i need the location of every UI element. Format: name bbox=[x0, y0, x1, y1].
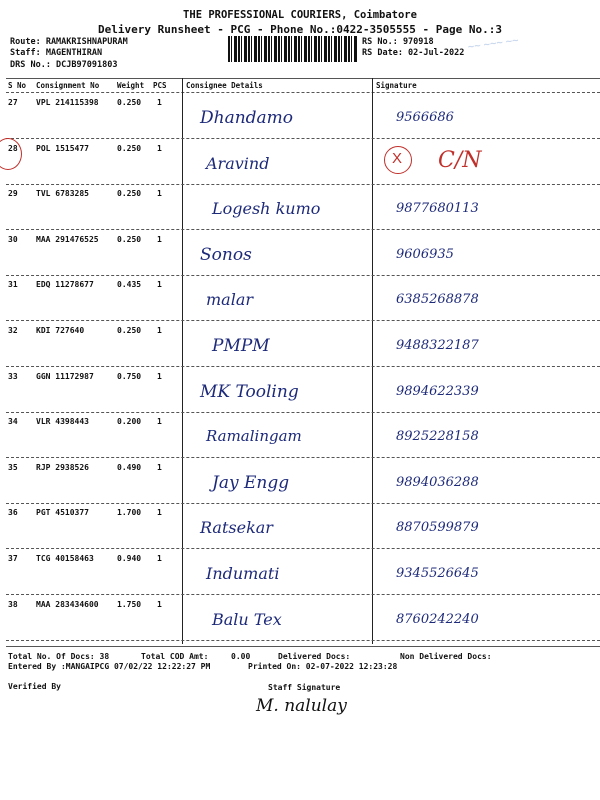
table-row bbox=[0, 185, 600, 229]
row-pcs: 1 bbox=[157, 98, 162, 107]
consignee-handwriting: PMPM bbox=[212, 336, 270, 356]
table-row bbox=[0, 459, 600, 503]
row-divider bbox=[6, 457, 600, 458]
consignee-handwriting: MK Tooling bbox=[200, 382, 299, 402]
table-row bbox=[0, 413, 600, 457]
consignee-handwriting: Jay Engg bbox=[212, 473, 290, 493]
col-consignment: Consignment No bbox=[36, 81, 100, 90]
table-row bbox=[0, 140, 600, 184]
row-weight: 0.250 bbox=[117, 235, 142, 244]
header-divider bbox=[6, 92, 600, 93]
row-pcs: 1 bbox=[157, 280, 162, 289]
signature-handwriting: 9894622339 bbox=[396, 384, 479, 399]
runsheet-subtitle: Delivery Runsheet - PCG - Phone No.:0422-3505555 - Page No.:3 bbox=[98, 23, 502, 36]
signature-handwriting: 9566686 bbox=[396, 110, 454, 125]
consignee-handwriting: Aravind bbox=[206, 154, 270, 173]
total-docs: Total No. Of Docs: 38 bbox=[8, 652, 110, 661]
staff-signature: M. nalulay bbox=[256, 696, 347, 716]
row-pcs: 1 bbox=[157, 508, 162, 517]
row-divider bbox=[6, 640, 600, 641]
row-sno: 38 bbox=[8, 600, 18, 609]
row-weight: 0.200 bbox=[117, 417, 142, 426]
table-row bbox=[0, 322, 600, 366]
row-consignment-no: VLR 4398443 bbox=[36, 417, 89, 426]
row-consignment-no: MAA 283434600 bbox=[36, 600, 99, 609]
row-divider bbox=[6, 548, 600, 549]
barcode bbox=[228, 36, 358, 62]
row-consignment-no: VPL 214115398 bbox=[36, 98, 99, 107]
col-consignee: Consignee Details bbox=[186, 81, 263, 90]
signature-handwriting: 9606935 bbox=[396, 247, 454, 262]
row-weight: 0.940 bbox=[117, 554, 142, 563]
row-pcs: 1 bbox=[157, 600, 162, 609]
row-sno: 29 bbox=[8, 189, 18, 198]
row-sno: 27 bbox=[8, 98, 18, 107]
row-sno: 32 bbox=[8, 326, 18, 335]
signature-handwriting: C/N bbox=[438, 148, 482, 173]
signature-handwriting: 8870599879 bbox=[396, 520, 479, 535]
signature-handwriting: 9894036288 bbox=[396, 475, 479, 490]
table-row bbox=[0, 231, 600, 275]
row-consignment-no: MAA 291476525 bbox=[36, 235, 99, 244]
consignee-handwriting: Ramalingam bbox=[206, 427, 302, 445]
row-pcs: 1 bbox=[157, 554, 162, 563]
row-weight: 0.490 bbox=[117, 463, 142, 472]
consignee-handwriting: Dhandamo bbox=[200, 108, 294, 128]
faded-stamp: ~~ ~~~ ~~ bbox=[467, 34, 520, 54]
table-row bbox=[0, 94, 600, 138]
total-cod-value: 0.00 bbox=[231, 652, 251, 661]
signature-handwriting: 9488322187 bbox=[396, 338, 479, 353]
company-title: THE PROFESSIONAL COURIERS, Coimbatore bbox=[183, 9, 417, 21]
row-pcs: 1 bbox=[157, 417, 162, 426]
row-pcs: 1 bbox=[157, 463, 162, 472]
row-divider bbox=[6, 320, 600, 321]
table-row bbox=[0, 550, 600, 594]
row-consignment-no: GGN 11172987 bbox=[36, 372, 94, 381]
row-sno: 37 bbox=[8, 554, 18, 563]
consignee-handwriting: Sonos bbox=[200, 245, 252, 265]
row-pcs: 1 bbox=[157, 372, 162, 381]
row-consignment-no: TVL 6783285 bbox=[36, 189, 89, 198]
row-weight: 0.250 bbox=[117, 326, 142, 335]
row-consignment-no: TCG 40158463 bbox=[36, 554, 94, 563]
row-weight: 1.750 bbox=[117, 600, 142, 609]
row-divider bbox=[6, 594, 600, 595]
row-divider bbox=[6, 229, 600, 230]
row-sno: 36 bbox=[8, 508, 18, 517]
rs-number: RS No.: 970918 bbox=[362, 37, 434, 47]
row-sno: 30 bbox=[8, 235, 18, 244]
row-pcs: 1 bbox=[157, 235, 162, 244]
row-sno: 34 bbox=[8, 417, 18, 426]
row-weight: 0.750 bbox=[117, 372, 142, 381]
row-consignment-no: EDQ 11278677 bbox=[36, 280, 94, 289]
row-weight: 0.435 bbox=[117, 280, 142, 289]
row-sno: 31 bbox=[8, 280, 18, 289]
non-delivered-docs: Non Delivered Docs: bbox=[400, 652, 492, 661]
signature-handwriting: 8760242240 bbox=[396, 612, 479, 627]
row-sno: 35 bbox=[8, 463, 18, 472]
row-sno: 28 bbox=[8, 144, 18, 153]
signature-handwriting: 9345526645 bbox=[396, 566, 479, 581]
total-cod-label: Total COD Amt: bbox=[141, 652, 209, 661]
row-divider bbox=[6, 138, 600, 139]
col-sno: S No bbox=[8, 81, 27, 90]
row-consignment-no: KDI 727640 bbox=[36, 326, 85, 335]
verified-by: Verified By bbox=[8, 682, 61, 691]
staff-signature-label: Staff Signature bbox=[268, 683, 341, 692]
route-label: Route: RAMAKRISHNAPURAM bbox=[10, 37, 128, 47]
table-bottom-border bbox=[6, 646, 600, 647]
table-top-border bbox=[6, 78, 600, 79]
signature-handwriting: 9877680113 bbox=[396, 201, 479, 216]
delivered-docs: Delivered Docs: bbox=[278, 652, 351, 661]
table-row bbox=[0, 504, 600, 548]
row-weight: 0.250 bbox=[117, 189, 142, 198]
row-divider bbox=[6, 366, 600, 367]
consignee-handwriting: Balu Tex bbox=[212, 610, 282, 629]
row-weight: 1.700 bbox=[117, 508, 142, 517]
row-pcs: 1 bbox=[157, 189, 162, 198]
row-consignment-no: PGT 4510377 bbox=[36, 508, 89, 517]
row-consignment-no: RJP 2938526 bbox=[36, 463, 89, 472]
row-weight: 0.250 bbox=[117, 144, 142, 153]
row-sno: 33 bbox=[8, 372, 18, 381]
table-row bbox=[0, 368, 600, 412]
row-pcs: 1 bbox=[157, 326, 162, 335]
row-weight: 0.250 bbox=[117, 98, 142, 107]
consignee-handwriting: Indumati bbox=[206, 564, 280, 583]
red-x-mark: X bbox=[384, 146, 412, 174]
staff-label: Staff: MAGENTHIRAN bbox=[10, 48, 103, 58]
red-circle-mark bbox=[0, 138, 22, 170]
consignee-handwriting: Logesh kumo bbox=[212, 199, 321, 218]
signature-handwriting: 6385268878 bbox=[396, 292, 479, 307]
rs-date: RS Date: 02-Jul-2022 bbox=[362, 48, 465, 58]
col-weight: Weight bbox=[117, 81, 145, 90]
col-pcs: PCS bbox=[153, 81, 167, 90]
consignee-handwriting: malar bbox=[206, 290, 254, 309]
consignee-handwriting: Ratsekar bbox=[200, 518, 273, 537]
table-row bbox=[0, 276, 600, 320]
table-row bbox=[0, 596, 600, 640]
signature-handwriting: 8925228158 bbox=[396, 429, 479, 444]
entered-by: Entered By :MANGAIPCG 07/02/22 12:22:27 PM bbox=[8, 662, 211, 671]
drs-number: DRS No.: DCJB97091803 bbox=[10, 60, 118, 70]
printed-on: Printed On: 02-07-2022 12:23:28 bbox=[248, 662, 398, 671]
col-signature: Signature bbox=[376, 81, 417, 90]
row-consignment-no: POL 1515477 bbox=[36, 144, 89, 153]
row-pcs: 1 bbox=[157, 144, 162, 153]
